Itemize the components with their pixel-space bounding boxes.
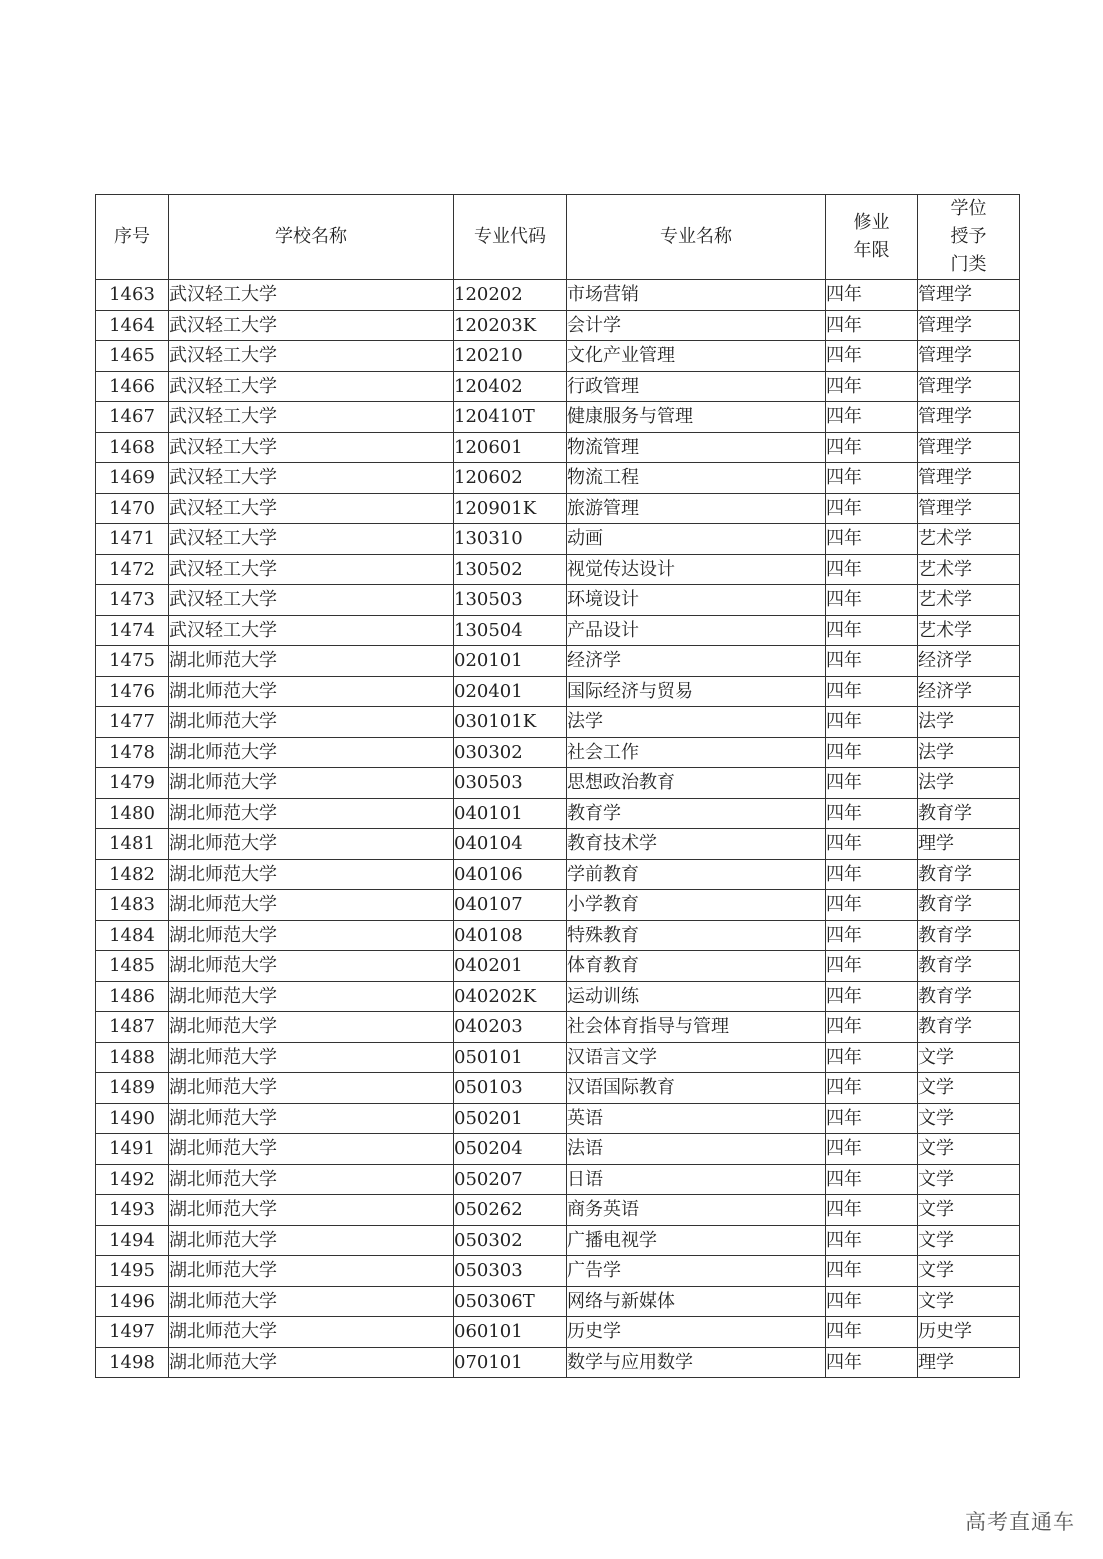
cell-major: 运动训练	[567, 981, 826, 1012]
cell-seq: 1494	[96, 1225, 169, 1256]
table-row	[96, 981, 1020, 1012]
cell-degree: 艺术学	[918, 615, 1020, 646]
cell-years: 四年	[826, 1195, 918, 1226]
cell-degree: 教育学	[918, 920, 1020, 951]
cell-school: 湖北师范大学	[169, 798, 454, 829]
cell-school: 湖北师范大学	[169, 1286, 454, 1317]
cell-seq: 1485	[96, 951, 169, 982]
cell-code: 120210	[454, 341, 567, 372]
cell-years: 四年	[826, 554, 918, 585]
table-row	[96, 1164, 1020, 1195]
cell-degree: 管理学	[918, 493, 1020, 524]
cell-major: 环境设计	[567, 585, 826, 616]
cell-code: 070101	[454, 1347, 567, 1378]
cell-major: 学前教育	[567, 859, 826, 890]
cell-school: 武汉轻工大学	[169, 371, 454, 402]
cell-degree: 教育学	[918, 798, 1020, 829]
header-row	[96, 195, 1020, 280]
cell-degree: 教育学	[918, 951, 1020, 982]
header-degree	[918, 195, 1020, 280]
cell-seq: 1489	[96, 1073, 169, 1104]
cell-code: 050201	[454, 1103, 567, 1134]
cell-code: 040201	[454, 951, 567, 982]
table-body	[96, 280, 1020, 1378]
cell-major: 视觉传达设计	[567, 554, 826, 585]
cell-school: 武汉轻工大学	[169, 615, 454, 646]
cell-major: 健康服务与管理	[567, 402, 826, 433]
table-row	[96, 341, 1020, 372]
cell-seq: 1475	[96, 646, 169, 677]
cell-code: 120601	[454, 432, 567, 463]
cell-years: 四年	[826, 341, 918, 372]
cell-degree: 管理学	[918, 341, 1020, 372]
table-row	[96, 646, 1020, 677]
cell-code: 030503	[454, 768, 567, 799]
cell-school: 湖北师范大学	[169, 768, 454, 799]
table-row	[96, 615, 1020, 646]
cell-major: 旅游管理	[567, 493, 826, 524]
cell-school: 武汉轻工大学	[169, 341, 454, 372]
cell-years: 四年	[826, 1134, 918, 1165]
table-row	[96, 1073, 1020, 1104]
table-row	[96, 798, 1020, 829]
cell-major: 思想政治教育	[567, 768, 826, 799]
table-row	[96, 1256, 1020, 1287]
cell-degree: 管理学	[918, 371, 1020, 402]
cell-years: 四年	[826, 859, 918, 890]
cell-code: 050204	[454, 1134, 567, 1165]
table-row	[96, 554, 1020, 585]
cell-code: 040203	[454, 1012, 567, 1043]
cell-code: 050302	[454, 1225, 567, 1256]
cell-school: 湖北师范大学	[169, 707, 454, 738]
cell-code: 040202K	[454, 981, 567, 1012]
cell-code: 040104	[454, 829, 567, 860]
cell-degree: 文学	[918, 1073, 1020, 1104]
cell-seq: 1491	[96, 1134, 169, 1165]
cell-years: 四年	[826, 829, 918, 860]
cell-school: 湖北师范大学	[169, 1042, 454, 1073]
cell-seq: 1469	[96, 463, 169, 494]
cell-seq: 1473	[96, 585, 169, 616]
cell-years: 四年	[826, 951, 918, 982]
cell-seq: 1493	[96, 1195, 169, 1226]
cell-code: 030302	[454, 737, 567, 768]
table-row	[96, 951, 1020, 982]
table-row	[96, 768, 1020, 799]
cell-degree: 教育学	[918, 981, 1020, 1012]
cell-seq: 1478	[96, 737, 169, 768]
cell-code: 120901K	[454, 493, 567, 524]
cell-degree: 管理学	[918, 310, 1020, 341]
cell-major: 法语	[567, 1134, 826, 1165]
table-row	[96, 707, 1020, 738]
cell-years: 四年	[826, 1012, 918, 1043]
cell-years: 四年	[826, 310, 918, 341]
cell-years: 四年	[826, 615, 918, 646]
cell-code: 040101	[454, 798, 567, 829]
table-row	[96, 524, 1020, 555]
header-seq: 序号	[96, 195, 169, 280]
cell-school: 武汉轻工大学	[169, 463, 454, 494]
table-row	[96, 371, 1020, 402]
cell-seq: 1468	[96, 432, 169, 463]
cell-degree: 教育学	[918, 1012, 1020, 1043]
cell-degree: 管理学	[918, 463, 1020, 494]
cell-years: 四年	[826, 798, 918, 829]
cell-major: 广播电视学	[567, 1225, 826, 1256]
cell-school: 湖北师范大学	[169, 981, 454, 1012]
cell-school: 武汉轻工大学	[169, 432, 454, 463]
cell-years: 四年	[826, 1073, 918, 1104]
table-row	[96, 1286, 1020, 1317]
cell-major: 行政管理	[567, 371, 826, 402]
cell-seq: 1471	[96, 524, 169, 555]
cell-years: 四年	[826, 676, 918, 707]
cell-seq: 1470	[96, 493, 169, 524]
cell-seq: 1463	[96, 280, 169, 311]
cell-major: 汉语国际教育	[567, 1073, 826, 1104]
cell-major: 经济学	[567, 646, 826, 677]
cell-school: 湖北师范大学	[169, 1164, 454, 1195]
cell-seq: 1480	[96, 798, 169, 829]
table-row	[96, 859, 1020, 890]
cell-school: 湖北师范大学	[169, 890, 454, 921]
cell-code: 120410T	[454, 402, 567, 433]
cell-major: 社会工作	[567, 737, 826, 768]
cell-degree: 理学	[918, 1347, 1020, 1378]
cell-school: 湖北师范大学	[169, 1195, 454, 1226]
cell-seq: 1472	[96, 554, 169, 585]
cell-code: 120602	[454, 463, 567, 494]
cell-major: 教育技术学	[567, 829, 826, 860]
cell-code: 050103	[454, 1073, 567, 1104]
header-major: 专业名称	[567, 195, 826, 280]
cell-years: 四年	[826, 1256, 918, 1287]
cell-years: 四年	[826, 585, 918, 616]
cell-years: 四年	[826, 920, 918, 951]
cell-years: 四年	[826, 402, 918, 433]
cell-years: 四年	[826, 1286, 918, 1317]
cell-seq: 1487	[96, 1012, 169, 1043]
cell-school: 武汉轻工大学	[169, 554, 454, 585]
cell-seq: 1465	[96, 341, 169, 372]
cell-code: 120203K	[454, 310, 567, 341]
cell-major: 历史学	[567, 1317, 826, 1348]
cell-degree: 文学	[918, 1225, 1020, 1256]
table-row	[96, 737, 1020, 768]
cell-major: 日语	[567, 1164, 826, 1195]
cell-code: 130504	[454, 615, 567, 646]
cell-school: 湖北师范大学	[169, 1256, 454, 1287]
cell-seq: 1483	[96, 890, 169, 921]
header-code: 专业代码	[454, 195, 567, 280]
cell-code: 060101	[454, 1317, 567, 1348]
cell-degree: 教育学	[918, 859, 1020, 890]
cell-seq: 1481	[96, 829, 169, 860]
cell-years: 四年	[826, 493, 918, 524]
cell-code: 130502	[454, 554, 567, 585]
table-row	[96, 1347, 1020, 1378]
table-row	[96, 890, 1020, 921]
cell-major: 商务英语	[567, 1195, 826, 1226]
table-row	[96, 1042, 1020, 1073]
cell-major: 物流工程	[567, 463, 826, 494]
cell-degree: 艺术学	[918, 524, 1020, 555]
cell-school: 武汉轻工大学	[169, 585, 454, 616]
cell-code: 020101	[454, 646, 567, 677]
cell-degree: 文学	[918, 1164, 1020, 1195]
cell-seq: 1488	[96, 1042, 169, 1073]
cell-degree: 文学	[918, 1256, 1020, 1287]
cell-seq: 1490	[96, 1103, 169, 1134]
cell-seq: 1477	[96, 707, 169, 738]
cell-seq: 1474	[96, 615, 169, 646]
cell-years: 四年	[826, 432, 918, 463]
cell-seq: 1466	[96, 371, 169, 402]
cell-seq: 1484	[96, 920, 169, 951]
cell-years: 四年	[826, 646, 918, 677]
table-row	[96, 463, 1020, 494]
cell-years: 四年	[826, 737, 918, 768]
cell-school: 湖北师范大学	[169, 829, 454, 860]
cell-major: 特殊教育	[567, 920, 826, 951]
cell-years: 四年	[826, 1103, 918, 1134]
cell-school: 武汉轻工大学	[169, 524, 454, 555]
cell-degree: 法学	[918, 768, 1020, 799]
table-row	[96, 676, 1020, 707]
cell-school: 湖北师范大学	[169, 1012, 454, 1043]
cell-code: 020401	[454, 676, 567, 707]
cell-seq: 1476	[96, 676, 169, 707]
table-row	[96, 1103, 1020, 1134]
cell-major: 教育学	[567, 798, 826, 829]
cell-years: 四年	[826, 371, 918, 402]
cell-major: 小学教育	[567, 890, 826, 921]
cell-school: 湖北师范大学	[169, 951, 454, 982]
cell-seq: 1498	[96, 1347, 169, 1378]
cell-seq: 1482	[96, 859, 169, 890]
cell-years: 四年	[826, 1164, 918, 1195]
table-row	[96, 1317, 1020, 1348]
cell-code: 050262	[454, 1195, 567, 1226]
cell-major: 会计学	[567, 310, 826, 341]
cell-major: 物流管理	[567, 432, 826, 463]
cell-years: 四年	[826, 890, 918, 921]
cell-degree: 管理学	[918, 432, 1020, 463]
cell-degree: 教育学	[918, 890, 1020, 921]
table-header	[96, 195, 1020, 280]
cell-school: 湖北师范大学	[169, 646, 454, 677]
cell-school: 武汉轻工大学	[169, 402, 454, 433]
cell-years: 四年	[826, 463, 918, 494]
cell-school: 湖北师范大学	[169, 920, 454, 951]
cell-seq: 1496	[96, 1286, 169, 1317]
cell-major: 产品设计	[567, 615, 826, 646]
table-row	[96, 402, 1020, 433]
watermark-text: 高考直通车	[965, 1510, 1075, 1534]
cell-years: 四年	[826, 280, 918, 311]
cell-degree: 历史学	[918, 1317, 1020, 1348]
cell-code: 040108	[454, 920, 567, 951]
cell-years: 四年	[826, 1225, 918, 1256]
cell-code: 050303	[454, 1256, 567, 1287]
cell-school: 武汉轻工大学	[169, 493, 454, 524]
cell-degree: 法学	[918, 737, 1020, 768]
cell-degree: 文学	[918, 1286, 1020, 1317]
cell-major: 法学	[567, 707, 826, 738]
cell-years: 四年	[826, 1317, 918, 1348]
cell-degree: 理学	[918, 829, 1020, 860]
cell-code: 050306T	[454, 1286, 567, 1317]
cell-seq: 1486	[96, 981, 169, 1012]
header-school: 学校名称	[169, 195, 454, 280]
cell-code: 130503	[454, 585, 567, 616]
cell-school: 湖北师范大学	[169, 1347, 454, 1378]
cell-degree: 法学	[918, 707, 1020, 738]
header-years	[826, 195, 918, 280]
table-row	[96, 1195, 1020, 1226]
cell-school: 武汉轻工大学	[169, 310, 454, 341]
cell-degree: 经济学	[918, 646, 1020, 677]
cell-major: 体育教育	[567, 951, 826, 982]
cell-seq: 1497	[96, 1317, 169, 1348]
header-years-label: 修业年限	[853, 212, 890, 261]
majors-table	[95, 194, 1020, 1378]
table-row	[96, 1012, 1020, 1043]
cell-code: 130310	[454, 524, 567, 555]
cell-code: 040106	[454, 859, 567, 890]
table-row	[96, 1134, 1020, 1165]
cell-years: 四年	[826, 1042, 918, 1073]
cell-school: 湖北师范大学	[169, 859, 454, 890]
cell-degree: 艺术学	[918, 554, 1020, 585]
cell-major: 网络与新媒体	[567, 1286, 826, 1317]
cell-seq: 1467	[96, 402, 169, 433]
table-row	[96, 493, 1020, 524]
cell-degree: 管理学	[918, 280, 1020, 311]
cell-school: 湖北师范大学	[169, 1134, 454, 1165]
cell-years: 四年	[826, 1347, 918, 1378]
cell-seq: 1492	[96, 1164, 169, 1195]
cell-seq: 1479	[96, 768, 169, 799]
cell-code: 030101K	[454, 707, 567, 738]
cell-code: 120202	[454, 280, 567, 311]
cell-school: 湖北师范大学	[169, 1073, 454, 1104]
cell-major: 广告学	[567, 1256, 826, 1287]
cell-years: 四年	[826, 981, 918, 1012]
cell-major: 英语	[567, 1103, 826, 1134]
cell-major: 数学与应用数学	[567, 1347, 826, 1378]
table-row	[96, 432, 1020, 463]
table-row	[96, 585, 1020, 616]
cell-degree: 艺术学	[918, 585, 1020, 616]
table-row	[96, 310, 1020, 341]
cell-code: 050207	[454, 1164, 567, 1195]
cell-code: 050101	[454, 1042, 567, 1073]
cell-degree: 文学	[918, 1103, 1020, 1134]
cell-years: 四年	[826, 707, 918, 738]
table-row	[96, 280, 1020, 311]
cell-major: 文化产业管理	[567, 341, 826, 372]
table-row	[96, 920, 1020, 951]
cell-degree: 文学	[918, 1195, 1020, 1226]
cell-degree: 管理学	[918, 402, 1020, 433]
cell-seq: 1464	[96, 310, 169, 341]
cell-major: 社会体育指导与管理	[567, 1012, 826, 1043]
header-degree-label: 学位授予门类	[950, 198, 987, 275]
cell-code: 040107	[454, 890, 567, 921]
cell-code: 120402	[454, 371, 567, 402]
cell-degree: 经济学	[918, 676, 1020, 707]
cell-degree: 文学	[918, 1134, 1020, 1165]
table-row	[96, 1225, 1020, 1256]
cell-seq: 1495	[96, 1256, 169, 1287]
cell-major: 汉语言文学	[567, 1042, 826, 1073]
cell-school: 湖北师范大学	[169, 1317, 454, 1348]
cell-degree: 文学	[918, 1042, 1020, 1073]
table-row	[96, 829, 1020, 860]
cell-school: 湖北师范大学	[169, 737, 454, 768]
cell-school: 湖北师范大学	[169, 676, 454, 707]
cell-major: 市场营销	[567, 280, 826, 311]
cell-years: 四年	[826, 524, 918, 555]
cell-major: 国际经济与贸易	[567, 676, 826, 707]
cell-school: 湖北师范大学	[169, 1225, 454, 1256]
cell-major: 动画	[567, 524, 826, 555]
cell-school: 湖北师范大学	[169, 1103, 454, 1134]
cell-years: 四年	[826, 768, 918, 799]
cell-school: 武汉轻工大学	[169, 280, 454, 311]
